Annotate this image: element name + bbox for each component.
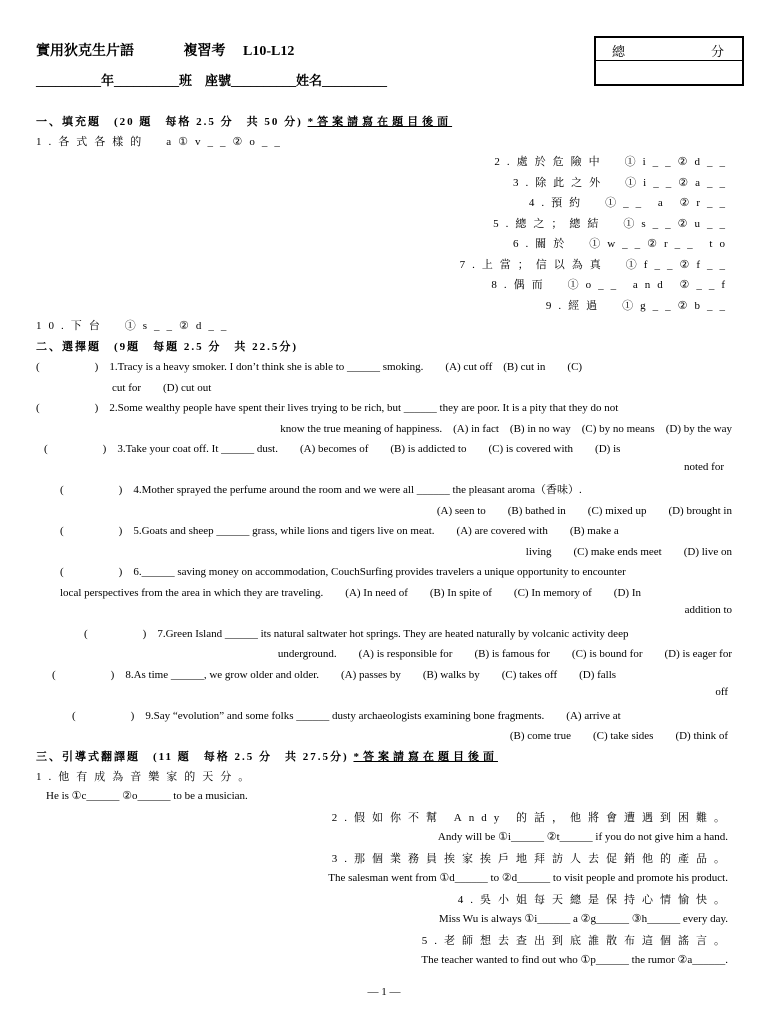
section1-q6: 6.關於 ①w__②r__ to [512,238,732,250]
mc-q5-line1: ( ) 5.Goats and sheep ______ grass, while lions and tigers live on meat. (A) are covered with (B) make a [60,525,619,537]
exam-title [36,40,340,60]
section1-q9: 9.經過 ①g__②b__ [545,300,732,312]
page-number: — 1 — [367,986,401,998]
mc-q7-line1: ( ) 7.Green Island ______ its natural saltwater hot springs. They are heated naturally by volcanic activity deep [84,628,629,640]
section1-q5: 5.總之；總結 ①s__②u__ [493,218,732,230]
mc-q5-line2: living (C) make ends meet (D) live on [525,546,732,558]
section3-heading [36,748,498,764]
mc-q3-line1: ( ) 3.Take your coat off. It ______ dust. (A) becomes of (B) is addicted to (C) is covered with (D) is [44,443,621,455]
title-exam-type: 複習考 [183,44,226,59]
tr-q3-english: The salesman went from ①d______ to ②d______ to visit people and promote his product. [328,872,728,884]
mc-q2-line2: know the true meaning of happiness. (A) in fact (B) in no way (C) by no means (D) by the way [280,423,732,435]
title-course: 實用狄克生片語 [36,44,134,59]
mc-q3-line2: noted for [683,461,724,473]
section1-q8: 8.偶而 ①o__ and ②__f [491,279,732,291]
tr-q5-chinese: 5.老師想去查出到底誰散布這個謠言。 [421,935,732,947]
section1-q7: 7.上當；信以為真 ①f__②f__ [459,259,732,271]
tr-q2-english: Andy will be ①i______ ②t______ if you do not give him a hand. [437,831,728,843]
mc-q2-line1: ( ) 2.Some wealthy people have spent their lives trying to be rich, but ______ they are poor. It is a pity that they do not [36,402,619,414]
section1-q3: 3.除此之外 ①i__②a__ [512,177,732,189]
tr-q2-chinese: 2.假如你不幫 Andy 的話，他將會遭遇到困難。 [331,812,732,824]
section1-heading [36,113,452,129]
mc-q4-line2: (A) seen to (B) bathed in (C) mixed up (D) brought in [436,505,732,517]
tr-q3-chinese: 3.那個業務員挨家挨戶地拜訪人去促銷他的產品。 [331,853,732,865]
mc-q1-line1: ( ) 1.Tracy is a heavy smoker. I don’t think she is able to ______ smoking. (A) cut off (B) cut in (C) [36,361,583,373]
tr-q5-english: The teacher wanted to find out who ①p______ the rumor ②a______. [421,954,728,966]
mc-q6-line2: local perspectives from the area in which they are traveling. (A) In need of (B) In spite of (C) In memory of (D) In [60,587,641,599]
tr-q1-english: He is ①c______ ②o______ to be a musician. [46,790,248,802]
section2-heading: 二、選擇題 (9題 每題 2.5 分 共 22.5分) [36,341,299,353]
mc-q9-line2: (B) come true (C) take sides (D) think of [509,730,728,742]
tr-q1-chinese: 1.他有成為音樂家的天分。 [36,771,257,783]
mc-q4-line1: ( ) 4.Mother sprayed the perfume around the room and we were all ______ the pleasant aroma（香味）. [60,484,582,496]
mc-q8-line1: ( ) 8.As time ______, we grow older and older. (A) passes by (B) walks by (C) takes off (D) falls [52,669,617,681]
tr-q4-chinese: 4.吳小姐每天總是保持心情愉快。 [457,894,732,906]
mc-q6-line1: ( ) 6.______ saving money on accommodation, CouchSurfing provides travelers a unique opportunity to encounter [60,566,626,578]
mc-q9-line1: ( ) 9.Say “evolution” and some folks ______ dusty archaeologists examining bone fragments. (A) arrive at [72,710,621,722]
section1-q1: 1.各式各樣的 a①v__②o__ [36,136,287,148]
title-lessons: L10-L12 [243,44,295,59]
section1-q10: 10.下台 ①s__②d__ [36,320,234,332]
mc-q1-line2: cut for (D) cut out [112,382,212,394]
section1-heading-text: 一、填充題 (20 題 每格 2.5 分 共 50 分) [36,116,303,128]
section1-q2: 2.處於危險中 ①i__②d__ [494,156,732,168]
tr-q4-english: Miss Wu is always ①i______ a ②g______ ③h______ every day. [438,913,728,925]
section3-note: *答案請寫在題目後面 [353,751,498,763]
student-info-line: __________年__________班 座號__________姓名__________ [36,73,388,88]
score-box-header [596,38,742,61]
section1-note: *答案請寫在題目後面 [307,116,453,128]
mc-q7-line2: underground. (A) is responsible for (B) is famous for (C) is bound for (D) is eager for [277,648,732,660]
score-box [594,36,744,86]
score-label-a: 總 [612,44,626,59]
mc-q6-line3: addition to [684,604,732,616]
section3-heading-text: 三、引導式翻譯題 (11 題 每格 2.5 分 共 27.5分) [36,751,349,763]
section1-q4: 4.預約 ①__ a ②r__ [528,197,732,209]
score-label-b: 分 [710,44,724,59]
mc-q8-line2: off [715,686,728,698]
